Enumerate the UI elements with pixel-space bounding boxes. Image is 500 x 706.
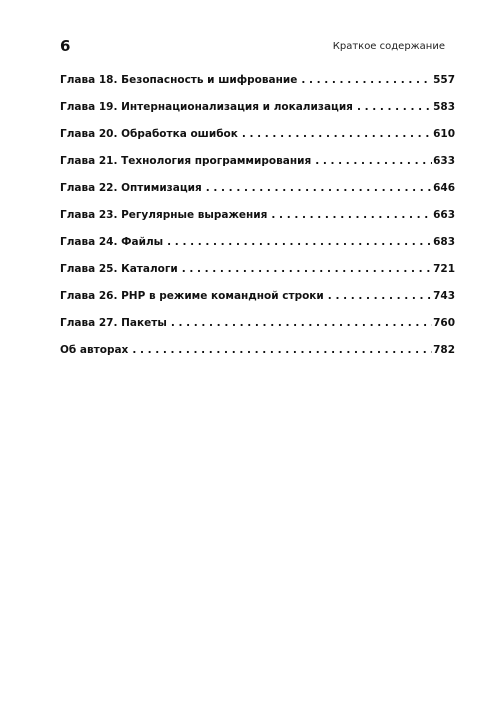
toc-entry [60, 316, 455, 343]
dot-leader [271, 208, 432, 222]
toc-entry-page: 633 [433, 155, 455, 167]
toc-entry-title: Глава 23. Регулярные выражения [60, 209, 268, 221]
toc-entry-page: 610 [433, 128, 455, 140]
dot-leader [167, 235, 432, 249]
toc-entry-title: Глава 27. Пакеты [60, 317, 167, 329]
toc-entry-page: 557 [433, 74, 455, 86]
toc-entry-page: 743 [433, 290, 455, 302]
toc-entry [60, 73, 455, 100]
toc-entry-title: Глава 18. Безопасность и шифрование [60, 74, 298, 86]
toc-entry-title: Глава 26. PHP в режиме командной строки [60, 290, 324, 302]
toc-entry [60, 154, 455, 181]
dot-leader [328, 289, 432, 303]
toc-entry [60, 235, 455, 262]
toc-entry-title: Глава 24. Файлы [60, 236, 164, 248]
toc-entry-page: 782 [433, 344, 455, 356]
toc-entry-page: 721 [433, 263, 455, 275]
toc-entry [60, 127, 455, 154]
toc-entry-title: Глава 21. Технология программирования [60, 155, 312, 167]
toc-entry [60, 343, 455, 370]
toc-entry-title: Глава 22. Оптимизация [60, 182, 202, 194]
toc-entry-page: 760 [433, 317, 455, 329]
toc-entry-page: 663 [433, 209, 455, 221]
toc-entry-title: Глава 25. Каталоги [60, 263, 178, 275]
running-header: Краткое содержание [332, 41, 445, 52]
toc-entry-title: Глава 20. Обработка ошибок [60, 128, 238, 140]
toc-entry [60, 181, 455, 208]
toc-entry [60, 289, 455, 316]
toc-entry-page: 683 [433, 236, 455, 248]
dot-leader [357, 100, 432, 114]
toc-entry-page: 646 [433, 182, 455, 194]
toc-entry-page: 583 [433, 101, 455, 113]
dot-leader [132, 343, 432, 357]
toc-entry-title: Глава 19. Интернационализация и локализация [60, 101, 353, 113]
page-number: 6 [60, 37, 71, 55]
toc-entry [60, 208, 455, 235]
dot-leader [301, 73, 432, 87]
dot-leader [182, 262, 432, 276]
dot-leader [242, 127, 432, 141]
toc-entry [60, 262, 455, 289]
dot-leader [206, 181, 432, 195]
toc-entry [60, 100, 455, 127]
dot-leader [171, 316, 432, 330]
toc-entry-title: Об авторах [60, 344, 129, 356]
dot-leader [315, 154, 432, 168]
table-of-contents [60, 73, 455, 370]
